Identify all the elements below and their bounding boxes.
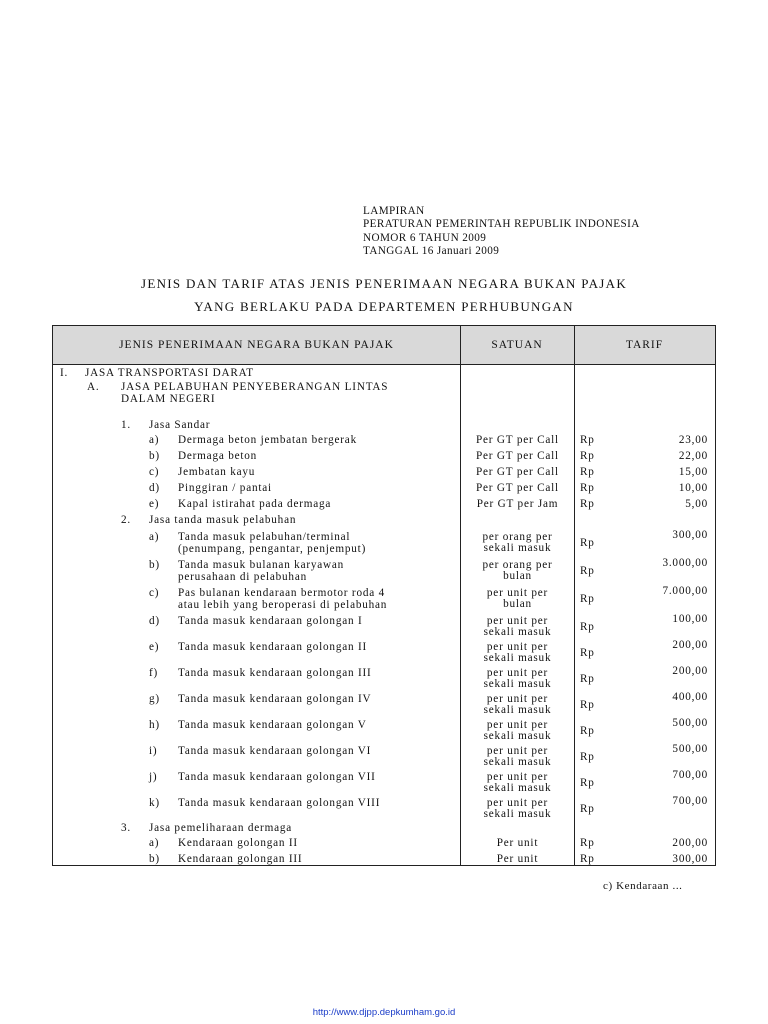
row-satuan: sekali masuk <box>483 808 552 820</box>
tarif-value: 7.000,00 <box>662 585 708 597</box>
document-title-line-1: JENIS DAN TARIF ATAS JENIS PENERIMAAN NEGARA BUKAN PAJAK <box>140 276 628 291</box>
row-letter: e) <box>149 641 160 653</box>
row-description: Tanda masuk kendaraan golongan I <box>178 615 363 627</box>
row-letter: d) <box>149 482 160 494</box>
row-description: Tanda masuk kendaraan golongan VIII <box>178 797 381 809</box>
currency-label: Rp <box>580 725 595 737</box>
tarif-value: 5,00 <box>685 498 708 510</box>
row-satuan: Per GT per Jam <box>476 498 559 510</box>
row-description: (penumpang, pengantar, penjemput) <box>178 543 367 555</box>
row-letter: g) <box>149 693 160 705</box>
item-number: 1. <box>121 419 131 431</box>
row-satuan: Per GT per Call <box>476 466 559 478</box>
row-letter: c) <box>149 587 160 599</box>
row-satuan: Per unit <box>496 837 539 849</box>
row-description: Pas bulanan kendaraan bermotor roda 4 <box>178 587 385 599</box>
lampiran-line: TANGGAL 16 Januari 2009 <box>363 245 500 258</box>
lampiran-line: LAMPIRAN <box>363 205 425 217</box>
row-satuan: per unit per <box>486 797 549 809</box>
tarif-value: 200,00 <box>672 837 708 849</box>
tarif-value: 15,00 <box>678 466 708 478</box>
row-satuan: per unit per <box>486 719 549 731</box>
row-description: Tanda masuk kendaraan golongan III <box>178 667 372 679</box>
item-label: Jasa Sandar <box>149 419 211 431</box>
footer-url-link[interactable]: http://www.djpp.depkumham.go.id <box>312 1007 456 1018</box>
row-description: Tanda masuk kendaraan golongan IV <box>178 693 372 705</box>
row-satuan: sekali masuk <box>483 730 552 742</box>
row-satuan: per unit per <box>486 745 549 757</box>
row-satuan: per unit per <box>486 641 549 653</box>
item-number: 2. <box>121 514 131 526</box>
tarif-value: 200,00 <box>672 665 708 677</box>
row-description: Kapal istirahat pada dermaga <box>178 498 332 510</box>
row-satuan: per unit per <box>486 615 549 627</box>
subsection-label: DALAM NEGERI <box>121 393 216 405</box>
row-description: Jembatan kayu <box>178 466 256 478</box>
row-letter: h) <box>149 719 160 731</box>
row-description: perusahaan di pelabuhan <box>178 571 307 583</box>
document-title-line-2: YANG BERLAKU PADA DEPARTEMEN PERHUBUNGAN <box>194 299 574 314</box>
row-letter: j) <box>149 771 158 783</box>
row-satuan: sekali masuk <box>483 782 552 794</box>
header-satuan: SATUAN <box>491 339 543 351</box>
row-satuan: sekali masuk <box>483 652 552 664</box>
row-satuan: per orang per <box>482 531 553 543</box>
currency-label: Rp <box>580 699 595 711</box>
row-letter: a) <box>149 531 160 543</box>
row-satuan: Per GT per Call <box>476 450 559 462</box>
item-number: 3. <box>121 822 131 834</box>
column-divider <box>574 326 575 865</box>
lampiran-block <box>363 205 640 259</box>
subsection-label: JASA PELABUHAN PENYEBERANGAN LINTAS <box>121 381 389 393</box>
table-header-row <box>53 326 715 365</box>
row-satuan: per unit per <box>486 667 549 679</box>
currency-label: Rp <box>580 673 595 685</box>
tarif-value: 500,00 <box>672 743 708 755</box>
row-letter: f) <box>149 667 159 679</box>
row-description: Tanda masuk kendaraan golongan VII <box>178 771 376 783</box>
currency-label: Rp <box>580 803 595 815</box>
section-number: I. <box>60 367 69 379</box>
currency-label: Rp <box>580 837 595 849</box>
row-letter: k) <box>149 797 160 809</box>
row-satuan: per unit per <box>486 771 549 783</box>
row-description: Kendaraan golongan III <box>178 853 303 865</box>
tarif-value: 400,00 <box>672 691 708 703</box>
row-satuan: sekali masuk <box>483 756 552 768</box>
tarif-value: 500,00 <box>672 717 708 729</box>
currency-label: Rp <box>580 621 595 633</box>
row-satuan: sekali masuk <box>483 678 552 690</box>
row-description: Tanda masuk bulanan karyawan <box>178 559 345 571</box>
currency-label: Rp <box>580 777 595 789</box>
item-label: Jasa tanda masuk pelabuhan <box>149 514 297 526</box>
row-satuan: Per GT per Call <box>476 482 559 494</box>
tarif-value: 3.000,00 <box>662 557 708 569</box>
currency-label: Rp <box>580 853 595 865</box>
currency-label: Rp <box>580 482 595 494</box>
tarif-value: 10,00 <box>678 482 708 494</box>
subsection-number: A. <box>87 381 100 393</box>
row-description: Tanda masuk kendaraan golongan V <box>178 719 367 731</box>
lampiran-line: NOMOR 6 TAHUN 2009 <box>363 231 487 244</box>
row-satuan: bulan <box>503 598 532 610</box>
tarif-value: 22,00 <box>678 450 708 462</box>
row-satuan: Per GT per Call <box>476 434 559 446</box>
tarif-value: 300,00 <box>672 853 708 865</box>
currency-label: Rp <box>580 647 595 659</box>
currency-label: Rp <box>580 751 595 763</box>
row-letter: a) <box>149 837 160 849</box>
row-satuan: per unit per <box>486 693 549 705</box>
row-letter: e) <box>149 498 160 510</box>
currency-label: Rp <box>580 498 595 510</box>
row-satuan: sekali masuk <box>483 626 552 638</box>
header-tarif: TARIF <box>625 339 664 351</box>
tarif-value: 700,00 <box>672 769 708 781</box>
row-satuan: per orang per <box>482 559 553 571</box>
tarif-value: 700,00 <box>672 795 708 807</box>
currency-label: Rp <box>580 565 595 577</box>
row-description: atau lebih yang beroperasi di pelabuhan <box>178 599 388 611</box>
section-label: JASA TRANSPORTASI DARAT <box>85 367 254 379</box>
continued-note: c) Kendaraan ... <box>603 880 683 892</box>
currency-label: Rp <box>580 434 595 446</box>
row-satuan: bulan <box>503 570 532 582</box>
row-letter: b) <box>149 450 160 462</box>
row-letter: d) <box>149 615 160 627</box>
row-description: Dermaga beton <box>178 450 258 462</box>
row-description: Dermaga beton jembatan bergerak <box>178 434 357 446</box>
row-satuan: sekali masuk <box>483 704 552 716</box>
tarif-value: 23,00 <box>678 434 708 446</box>
tarif-value: 200,00 <box>672 639 708 651</box>
row-letter: a) <box>149 434 160 446</box>
row-satuan: sekali masuk <box>483 542 552 554</box>
row-letter: b) <box>149 853 160 865</box>
currency-label: Rp <box>580 466 595 478</box>
tarif-value: 100,00 <box>672 613 708 625</box>
row-description: Tanda masuk pelabuhan/terminal <box>178 531 351 543</box>
lampiran-line: PERATURAN PEMERINTAH REPUBLIK INDONESIA <box>363 218 640 231</box>
row-description: Kendaraan golongan II <box>178 837 298 849</box>
row-letter: i) <box>149 745 158 757</box>
row-description: Pinggiran / pantai <box>178 482 272 494</box>
currency-label: Rp <box>580 450 595 462</box>
row-satuan: per unit per <box>486 587 549 599</box>
row-satuan: Per unit <box>496 853 539 865</box>
currency-label: Rp <box>580 537 595 549</box>
item-label: Jasa pemeliharaan dermaga <box>149 822 292 834</box>
row-description: Tanda masuk kendaraan golongan VI <box>178 745 372 757</box>
row-letter: b) <box>149 559 160 571</box>
header-jenis: JENIS PENERIMAAN NEGARA BUKAN PAJAK <box>119 339 394 351</box>
tariff-table <box>52 325 716 866</box>
currency-label: Rp <box>580 593 595 605</box>
row-letter: c) <box>149 466 160 478</box>
row-description: Tanda masuk kendaraan golongan II <box>178 641 368 653</box>
tarif-value: 300,00 <box>672 529 708 541</box>
